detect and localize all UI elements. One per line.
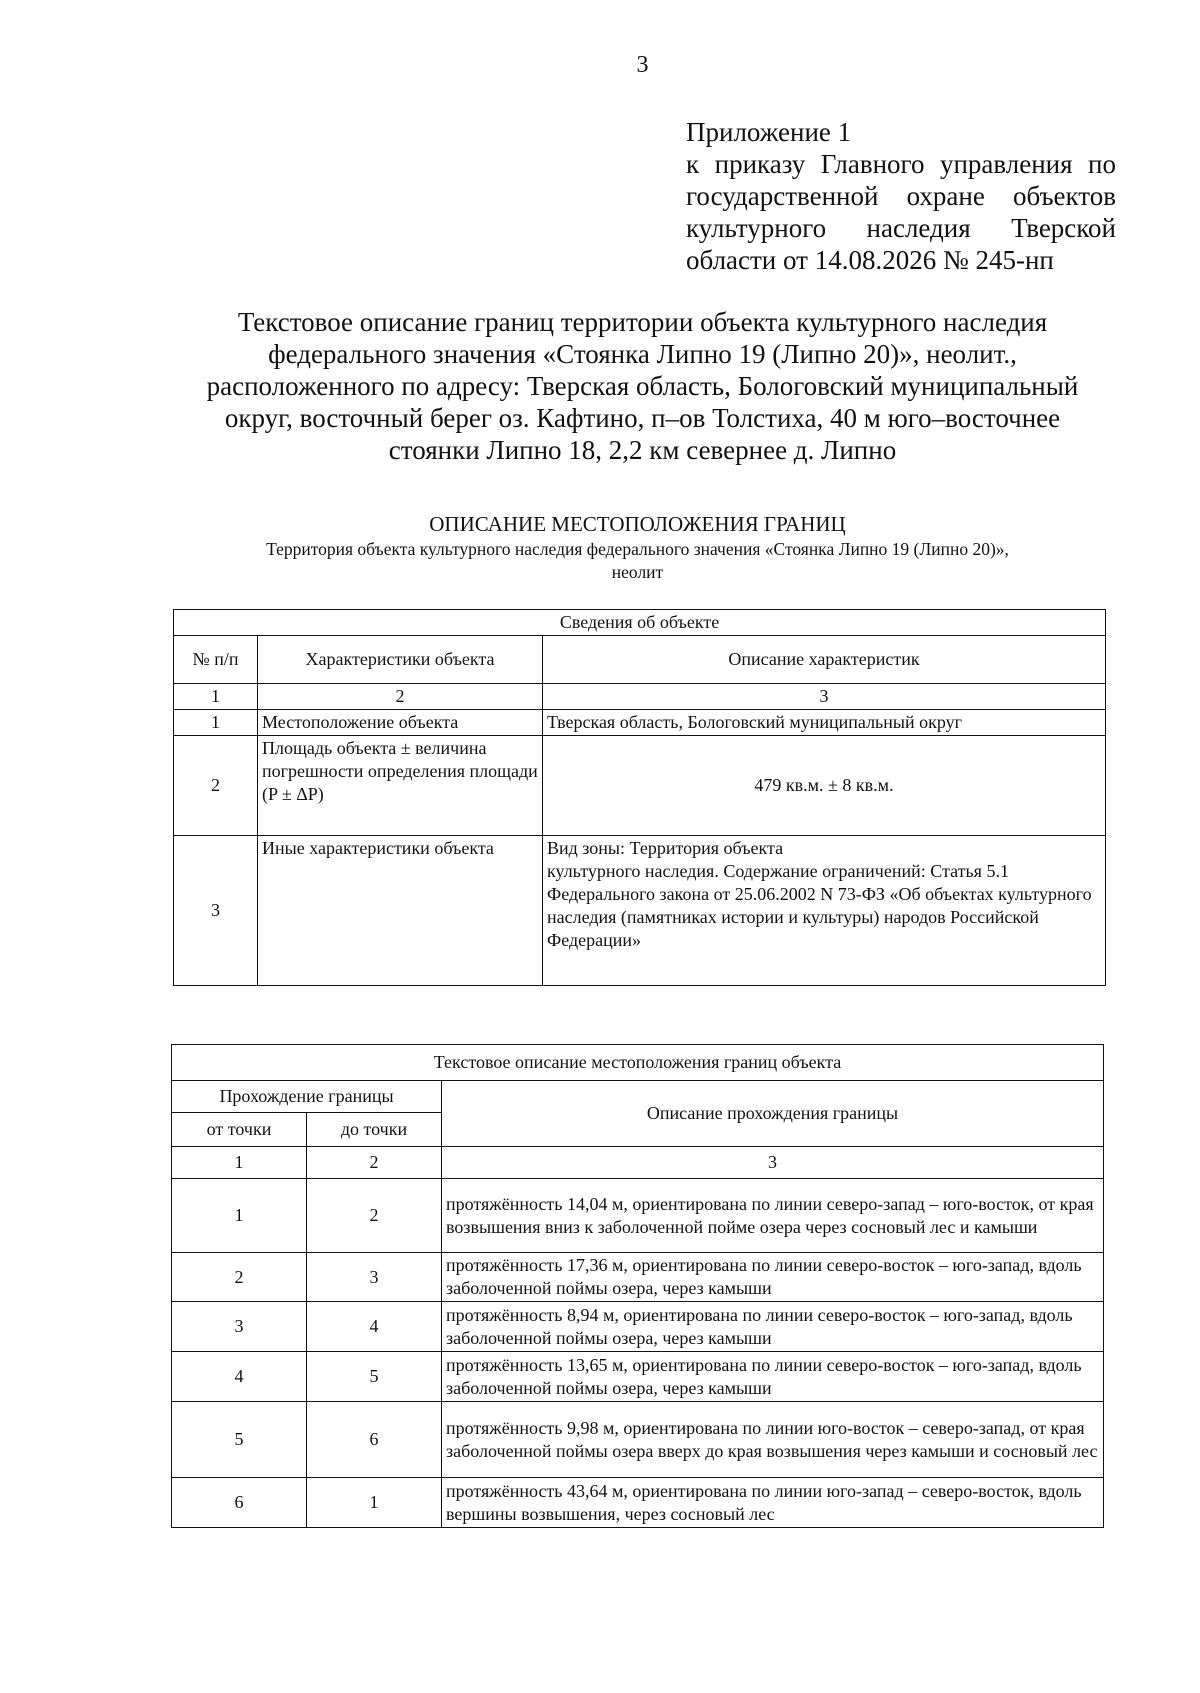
table-row <box>172 1302 1104 1352</box>
table-row <box>172 1179 1104 1253</box>
characteristic-name: Местоположение объекта <box>258 710 543 736</box>
title-line: стоянки Липно 18, 2,2 км севернее д. Липно <box>388 435 897 465</box>
document-title <box>150 306 1135 466</box>
header-cell: Характеристики объекта <box>258 636 543 684</box>
to-point: 1 <box>307 1478 442 1528</box>
boundary-description: протяжённость 8,94 м, ориентирована по линии северо-восток – юго-запад, вдоль заболоченной поймы озера, через камыши <box>442 1302 1104 1352</box>
from-point: 2 <box>172 1253 307 1302</box>
header-cell: Описание характеристик <box>543 636 1106 684</box>
table-row <box>174 836 1106 986</box>
header-cell: до точки <box>307 1113 442 1147</box>
to-point: 2 <box>307 1179 442 1253</box>
table-row <box>174 710 1106 736</box>
section-sub-line: неолит <box>611 562 664 582</box>
column-number: 2 <box>307 1147 442 1179</box>
column-number: 1 <box>174 684 258 710</box>
from-point: 3 <box>172 1302 307 1352</box>
to-point: 6 <box>307 1402 442 1478</box>
section-sub-line: Территория объекта культурного наследия федерального значения «Стоянка Липно 19 (Липно 20)», <box>266 539 1009 559</box>
appendix-line: государственной охране объектов <box>686 181 1116 211</box>
column-number: 3 <box>442 1147 1104 1179</box>
characteristic-value: 479 кв.м. ± 8 кв.м. <box>543 736 1106 836</box>
appendix-line: культурного наследия Тверской <box>686 213 1116 243</box>
section-subheading <box>150 538 1125 584</box>
column-number: 3 <box>543 684 1106 710</box>
characteristic-value-text: культурного наследия. Содержание ограничений: Статья 5.1 Федерального закона от 25.06.2002 N 73-ФЗ «Об объектах культурного наследия (памятниках истории и культуры) народов Российской Федерации» <box>547 861 1092 950</box>
to-point: 5 <box>307 1352 442 1402</box>
characteristic-name: Иные характеристики объекта <box>258 836 543 986</box>
characteristic-value-line: Вид зоны: Территория объекта <box>547 838 784 858</box>
characteristic-name: Площадь объекта ± величина погрешности определения площади (P ± ΔP) <box>258 736 543 836</box>
page-number: 3 <box>636 52 649 78</box>
appendix-line: области от 14.08.2026 № 245-нп <box>686 245 1054 275</box>
table-title: Сведения об объекте <box>174 610 1106 636</box>
title-line: федерального значения «Стоянка Липно 19 (Липно 20)», неолит., <box>268 339 1017 369</box>
characteristic-value: Тверская область, Бологовский муниципальный округ <box>543 710 1106 736</box>
from-point: 6 <box>172 1478 307 1528</box>
object-info-table <box>173 609 1106 986</box>
header-cell: от точки <box>172 1113 307 1147</box>
appendix-line: к приказу Главного управления по <box>686 149 1116 179</box>
table-row <box>172 1352 1104 1402</box>
column-number: 2 <box>258 684 543 710</box>
from-point: 5 <box>172 1402 307 1478</box>
row-number: 2 <box>174 736 258 836</box>
to-point: 4 <box>307 1302 442 1352</box>
row-number: 3 <box>174 836 258 986</box>
boundary-description: протяжённость 13,65 м, ориентирована по линии северо-восток – юго-запад, вдоль заболоченной поймы озера, через камыши <box>442 1352 1104 1402</box>
boundary-description: протяжённость 17,36 м, ориентирована по линии северо-восток – юго-запад, вдоль заболоченной поймы озера, через камыши <box>442 1253 1104 1302</box>
boundary-description: протяжённость 14,04 м, ориентирована по линии северо-запад – юго-восток, от края возвышения вниз к заболоченной пойме озера через сосновый лес и камыши <box>442 1179 1104 1253</box>
title-line: Текстовое описание границ территории объекта культурного наследия <box>237 307 1048 337</box>
table-row <box>172 1253 1104 1302</box>
from-point: 4 <box>172 1352 307 1402</box>
header-cell: Описание прохождения границы <box>442 1081 1104 1147</box>
from-point: 1 <box>172 1179 307 1253</box>
title-line: округ, восточный берег оз. Кафтино, п–ов Толстиха, 40 м юго–восточнее <box>224 403 1061 433</box>
header-cell: № п/п <box>174 636 258 684</box>
table-row <box>172 1402 1104 1478</box>
boundary-description: протяжённость 9,98 м, ориентирована по линии юго-восток – северо-запад, от края заболоченной поймы озера вверх до края возвышения через камыши и сосновый лес <box>442 1402 1104 1478</box>
column-number: 1 <box>172 1147 307 1179</box>
table-row <box>174 736 1106 836</box>
row-number: 1 <box>174 710 258 736</box>
to-point: 3 <box>307 1253 442 1302</box>
header-cell: Прохождение границы <box>172 1081 442 1113</box>
boundary-description-table <box>171 1044 1104 1528</box>
boundary-description: протяжённость 43,64 м, ориентирована по линии юго-запад – северо-восток, вдоль вершины возвышения, через сосновый лес <box>442 1478 1104 1528</box>
table-title: Текстовое описание местоположения границ объекта <box>172 1045 1104 1081</box>
table-row <box>172 1478 1104 1528</box>
section-heading: ОПИСАНИЕ МЕСТОПОЛОЖЕНИЯ ГРАНИЦ <box>429 512 846 536</box>
title-line: расположенного по адресу: Тверская область, Бологовский муниципальный <box>206 371 1079 401</box>
appendix-block <box>686 116 1116 276</box>
characteristic-value <box>543 836 1106 986</box>
appendix-title: Приложение 1 <box>686 117 852 147</box>
